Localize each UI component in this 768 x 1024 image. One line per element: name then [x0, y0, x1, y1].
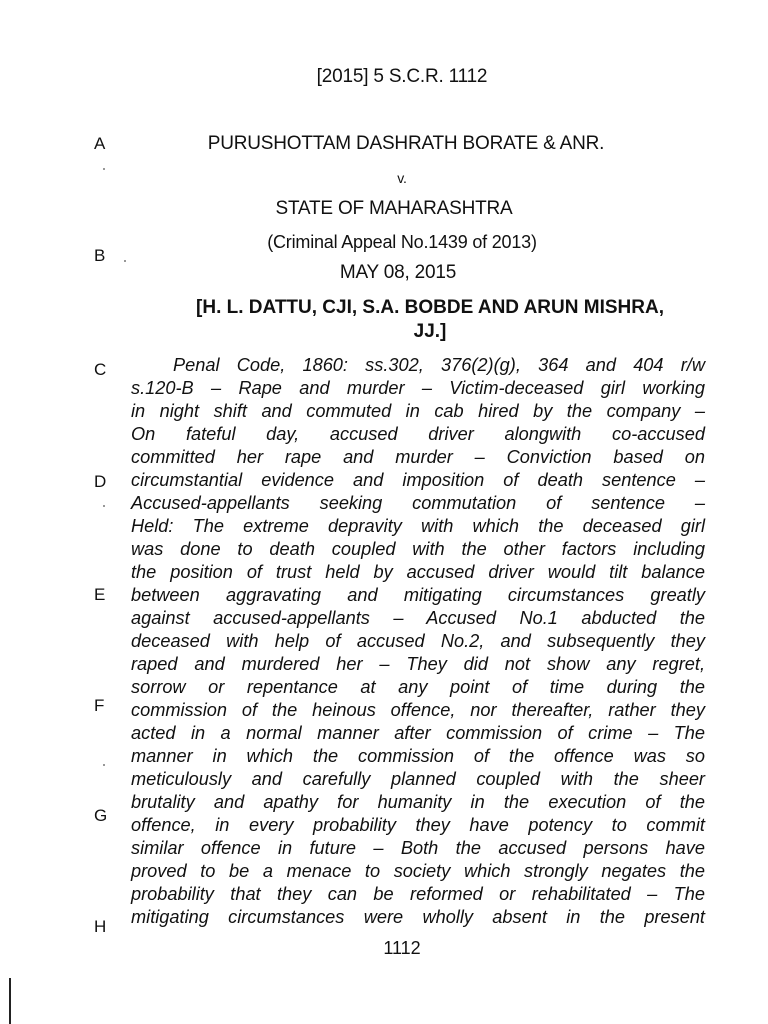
appellant-name: PURUSHOTTAM DASHRATH BORATE & ANR.	[207, 133, 605, 154]
margin-letter-c: C	[94, 360, 107, 379]
headnote-line: Held: The extreme depravity with which the deceased girl	[131, 516, 705, 536]
headnote-line: was done to death coupled with the other factors including	[131, 539, 705, 559]
headnote-line: between aggravating and mitigating circumstances greatly	[131, 585, 705, 605]
headnote-line: probability that they can be reformed or rehabilitated – The	[131, 884, 705, 904]
versus-label: v.	[397, 170, 407, 186]
scan-edge-mark	[9, 978, 11, 1024]
headnote-line: s.120-B – Rape and murder – Victim-deceased girl working	[131, 378, 705, 398]
headnote-line: committed her rape and murder – Conviction based on	[131, 447, 705, 467]
bench-coram	[150, 296, 710, 344]
headnote-line: circumstantial evidence and imposition of death sentence –	[131, 470, 705, 490]
scan-speck	[124, 260, 126, 262]
headnote-line: On fateful day, accused driver alongwith co-accused	[131, 424, 705, 444]
appeal-number: (Criminal Appeal No.1439 of 2013)	[267, 232, 537, 252]
headnote-line: mitigating circumstances were wholly absent in the present	[131, 907, 705, 927]
page-number: 1112	[383, 938, 421, 958]
margin-letter-e: E	[94, 585, 106, 604]
margin-letter-d: D	[94, 472, 107, 491]
report-citation: [2015] 5 S.C.R. 1112	[316, 66, 488, 87]
headnote-line: acted in a normal manner after commission of crime – The	[131, 723, 705, 743]
margin-letter-h: H	[94, 917, 107, 936]
bench-line-2: JJ.]	[413, 321, 447, 342]
headnote-line: sorrow or repentance at any point of time during the	[131, 677, 705, 697]
headnote-line: in night shift and commuted in cab hired by the company –	[131, 401, 705, 421]
headnote-line: the position of trust held by accused driver would tilt balance	[131, 562, 705, 582]
headnote-line: offence, in every probability they have potency to commit	[131, 815, 705, 835]
margin-letter-a: A	[94, 134, 106, 153]
scan-speck	[103, 505, 105, 507]
margin-letter-g: G	[94, 806, 108, 825]
headnote-line: similar offence in future – Both the accused persons have	[131, 838, 705, 858]
headnote-body	[131, 354, 705, 929]
scan-speck	[103, 168, 105, 170]
headnote-line: against accused-appellants – Accused No.1 abducted the	[131, 608, 705, 628]
respondent-name: STATE OF MAHARASHTRA	[275, 198, 513, 219]
headnote-line: Accused-appellants seeking commutation of sentence –	[131, 493, 705, 513]
headnote-line: meticulously and carefully planned coupled with the sheer	[131, 769, 705, 789]
headnote-line: brutality and apathy for humanity in the execution of the	[131, 792, 705, 812]
scan-speck	[103, 764, 105, 766]
bench-line-1: [H. L. DATTU, CJI, S.A. BOBDE AND ARUN MISHRA,	[196, 297, 664, 318]
margin-letter-f: F	[94, 696, 105, 715]
headnote-line: Penal Code, 1860: ss.302, 376(2)(g), 364 and 404 r/w	[173, 355, 705, 375]
judgment-date: MAY 08, 2015	[339, 262, 457, 283]
margin-letter-b: B	[94, 246, 106, 265]
headnote-line: proved to be a menace to society which strongly negates the	[131, 861, 705, 881]
headnote-line: deceased with help of accused No.2, and subsequently they	[131, 631, 705, 651]
headnote-line: commission of the heinous offence, nor thereafter, rather they	[131, 700, 705, 720]
headnote-line: manner in which the commission of the offence was so	[131, 746, 705, 766]
headnote-line: raped and murdered her – They did not show any regret,	[131, 654, 705, 674]
